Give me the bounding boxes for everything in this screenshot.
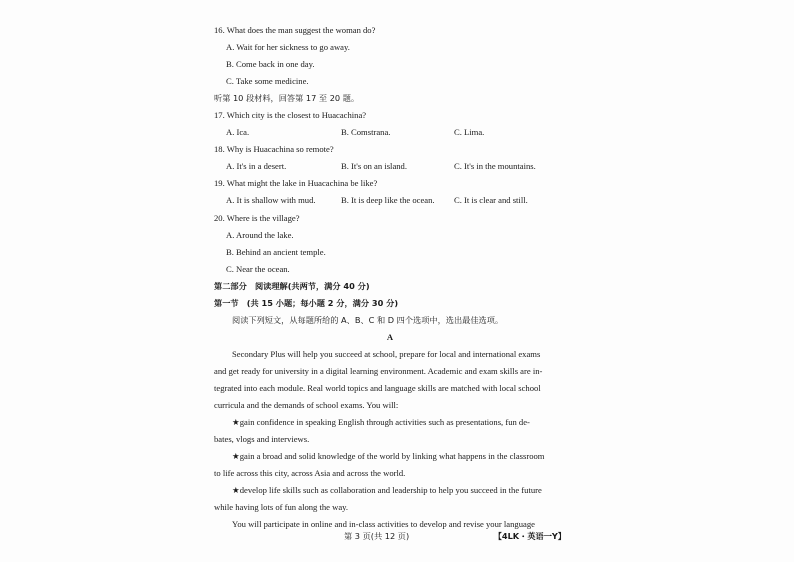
options-row	[214, 158, 566, 175]
option-a: A. It is shallow with mud.	[226, 195, 316, 206]
option-b: B. Comstrana.	[341, 127, 391, 138]
option-a: A. Ica.	[226, 127, 250, 138]
bullet-line: to life across this city, across Asia and across the world.	[214, 468, 406, 479]
exam-code: 【4LK・英语一Y】	[493, 531, 566, 541]
bullet-line: while having lots of fun along the way.	[214, 502, 349, 513]
option-b: B. Behind an ancient temple.	[226, 246, 326, 257]
options-row	[214, 124, 566, 141]
passage-line: curricula and the demands of school exams. You will:	[214, 400, 399, 411]
question-17	[214, 107, 566, 141]
option-a: A. Wait for her sickness to go away.	[226, 42, 350, 53]
page-number: 第 3 页(共 12 页)	[344, 531, 410, 541]
question-text: 18. Why is Huacachina so remote?	[214, 144, 334, 155]
part-heading: 第二部分 阅读理解(共两节，满分 40 分)	[214, 280, 370, 291]
question-19	[214, 175, 566, 209]
passage-label: A	[386, 331, 394, 342]
question-20	[214, 210, 566, 278]
option-c: C. It's in the mountains.	[454, 161, 536, 172]
option-c: C. Near the ocean.	[226, 263, 290, 274]
material-instruction: 听第 10 段材料，回答第 17 至 20 题。	[214, 93, 360, 104]
bullet-line: bates, vlogs and interviews.	[214, 434, 310, 445]
passage-line: tegrated into each module. Real world topics and language skills are matched with local school	[214, 382, 541, 393]
option-a: A. Around the lake.	[226, 229, 294, 240]
bullet-line: ★develop life skills such as collaboration and leadership to help you succeed in the future	[232, 485, 542, 496]
bullet-line: ★gain a broad and solid knowledge of the world by linking what happens in the classroom	[232, 451, 545, 462]
question-text: 20. Where is the village?	[214, 212, 300, 223]
options-row	[214, 192, 566, 209]
option-c: C. Lima.	[454, 127, 485, 138]
question-text: 19. What might the lake in Huacachina be like?	[214, 178, 378, 189]
option-c: C. Take some medicine.	[226, 76, 309, 87]
section-heading: 第一节 (共 15 小题；每小题 2 分，满分 30 分)	[214, 297, 399, 308]
passage-line: and get ready for university in a digital learning environment. Academic and exam skills are in-	[214, 365, 543, 376]
question-text: 16. What does the man suggest the woman do?	[214, 25, 376, 35]
passage-a	[214, 346, 566, 534]
option-a: A. It's in a desert.	[226, 161, 287, 172]
option-b: B. It is deep like the ocean.	[341, 195, 435, 206]
passage-line: You will participate in online and in-class activities to develop and revise your language	[232, 519, 535, 530]
option-c: C. It is clear and still.	[454, 195, 528, 206]
option-b: B. It's on an island.	[341, 161, 407, 172]
question-18	[214, 141, 566, 175]
question-16	[214, 22, 566, 90]
bullet-line: ★gain confidence in speaking English through activities such as presentations, fun de-	[232, 417, 530, 428]
page-content	[214, 22, 566, 533]
question-text: 17. Which city is the closest to Huacachina?	[214, 110, 367, 121]
passage-line: Secondary Plus will help you succeed at school, prepare for local and international exams	[232, 348, 541, 359]
reading-instructions: 阅读下列短文，从每题所给的 A、B、C 和 D 四个选项中，选出最佳选项。	[232, 314, 504, 325]
option-b: B. Come back in one day.	[226, 59, 315, 70]
